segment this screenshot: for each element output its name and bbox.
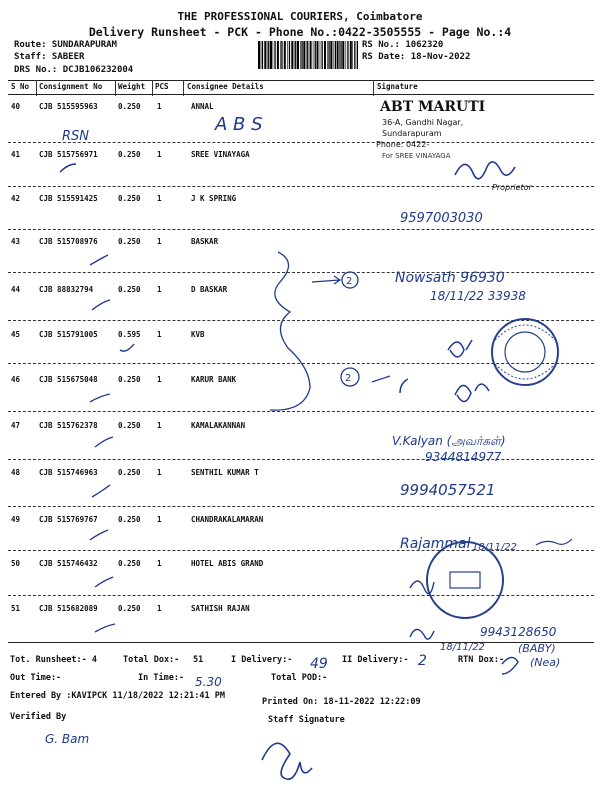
row46-circle: 2 xyxy=(345,373,352,384)
hotel-stamp xyxy=(427,542,503,618)
row49-note1: Rajammal xyxy=(400,536,471,552)
row-consignment: CJB 515791005 xyxy=(39,330,98,339)
stamp-line: For SREE VINAYAGA xyxy=(382,152,451,160)
route: Route: SUNDARAPURAM xyxy=(14,40,117,50)
row-weight: 0.250 xyxy=(118,515,141,524)
total-pod-label: Total POD:- xyxy=(271,673,328,683)
stamp-line: 36-A, Gandhi Nagar, xyxy=(382,118,464,127)
row47-note2: 9344814977 xyxy=(425,450,502,464)
in-time-value: 5.30 xyxy=(195,675,222,689)
row-sno: 40 xyxy=(11,102,21,111)
row44-circle: 2 xyxy=(346,276,353,287)
row-sno: 46 xyxy=(11,375,21,384)
i-delivery-label: I Delivery:- xyxy=(231,655,293,665)
row-weight: 0.250 xyxy=(118,559,141,568)
row47-note1: V.Kalyan (அவர்கள்) xyxy=(392,434,506,448)
row42-note: 9597003030 xyxy=(400,211,483,226)
row-consignee: J K SPRING xyxy=(191,194,237,203)
row-consignment: CJB 515746963 xyxy=(39,468,98,477)
row-consignment: CJB 515762378 xyxy=(39,421,98,430)
row44-note1: Nowsath 96930 xyxy=(395,270,505,286)
total-dox-label: Total Dox:- xyxy=(123,655,180,665)
row48-note: 9994057521 xyxy=(400,481,496,499)
total-dox-value: 51 xyxy=(193,655,204,665)
col-weight: Weight xyxy=(118,82,146,91)
printed-on: Printed On: 18-11-2022 12:22:09 xyxy=(262,697,421,707)
row-sno: 41 xyxy=(11,150,21,159)
row-consignment: CJB 515675048 xyxy=(39,375,98,384)
row-pcs: 1 xyxy=(157,330,162,339)
row-weight: 0.250 xyxy=(118,468,141,477)
row-consignee: CHANDRAKALAMARAN xyxy=(191,515,264,524)
row-sno: 50 xyxy=(11,559,21,568)
signature-row41 xyxy=(455,162,515,179)
rtn-mark xyxy=(502,657,518,674)
staff: Staff: SABEER xyxy=(14,52,85,62)
stamp-line: Proprietor xyxy=(492,183,532,192)
row-consignment: CJB 515746432 xyxy=(39,559,98,568)
signature-row51 xyxy=(410,629,434,639)
stamp-line: Phone: 0422- xyxy=(376,140,430,149)
row-pcs: 1 xyxy=(157,604,162,613)
entered-by: Entered By :KAVIPCK 11/18/2022 12:21:41 PM xyxy=(10,691,225,701)
row44-note2: 18/11/22 33938 xyxy=(430,289,526,303)
tot-runsheet: Tot. Runsheet:- 4 xyxy=(10,655,97,665)
row-pcs: 1 xyxy=(157,150,162,159)
arrow-mark xyxy=(312,276,340,284)
row-consignee: HOTEL ABIS GRAND xyxy=(191,559,264,568)
row-weight: 0.250 xyxy=(118,102,141,111)
i-delivery-value: 49 xyxy=(310,656,328,672)
stamp-name: ABT MARUTI xyxy=(380,99,486,115)
arrow-mark xyxy=(372,376,390,382)
abt-stamp xyxy=(376,99,533,192)
row-weight: 0.595 xyxy=(118,330,141,339)
drs-number: DRS No.: DCJB106232004 xyxy=(14,65,134,75)
staff-signature-label: Staff Signature xyxy=(268,715,345,725)
row-pcs: 1 xyxy=(157,237,162,246)
row51-note2: (BABY) xyxy=(518,642,556,655)
row-consignee: SATHISH RAJAN xyxy=(191,604,250,613)
col-consignee: Consignee Details xyxy=(187,82,264,91)
row-pcs: 1 xyxy=(157,421,162,430)
col-signature: Signature xyxy=(377,82,418,91)
signature-row46-mark xyxy=(400,379,408,393)
staff-signature xyxy=(262,743,312,779)
signature-row50 xyxy=(410,581,434,594)
row-consignee: SENTHIL KUMAR T xyxy=(191,468,259,477)
verified-by-label: Verified By xyxy=(10,712,67,722)
row-consignee: ANNAL xyxy=(191,102,214,111)
row-weight: 0.250 xyxy=(118,150,141,159)
row-consignee: KAMALAKANNAN xyxy=(191,421,246,430)
stamp-line: Sundarapuram xyxy=(382,129,442,138)
ii-delivery-value: 2 xyxy=(418,653,427,669)
tick-marks xyxy=(60,164,134,632)
row-consignee: KVB xyxy=(191,330,205,339)
col-consignment: Consignment No xyxy=(39,82,103,91)
runsheet-title: Delivery Runsheet - PCK - Phone No.:0422-3505555 - Page No.:4 xyxy=(88,25,512,39)
row40-name: A B S xyxy=(215,114,263,135)
bracket-mark xyxy=(270,252,310,410)
col-pcs: PCS xyxy=(155,82,169,91)
row51-note1: 9943128650 xyxy=(480,625,557,639)
in-time-label: In Time:- xyxy=(138,673,185,683)
row-weight: 0.250 xyxy=(118,604,141,613)
row-consignee: SREE VINAYAGA xyxy=(191,150,250,159)
row-consignment: CJB 515591425 xyxy=(39,194,98,203)
row49-mark xyxy=(536,539,572,545)
row-consignment: CJB 515708976 xyxy=(39,237,98,246)
row-sno: 49 xyxy=(11,515,21,524)
signature-row46 xyxy=(455,384,489,402)
row-weight: 0.250 xyxy=(118,194,141,203)
row-consignee: D BASKAR xyxy=(191,285,228,294)
row-sno: 43 xyxy=(11,237,21,246)
row-pcs: 1 xyxy=(157,375,162,384)
row-sno: 45 xyxy=(11,330,21,339)
row-pcs: 1 xyxy=(157,515,162,524)
row-sno: 47 xyxy=(11,421,21,430)
row-consignment: CJB 515756971 xyxy=(39,150,98,159)
row-weight: 0.250 xyxy=(118,285,141,294)
rtn-dox-label: RTN Dox:- xyxy=(458,655,505,665)
row-pcs: 1 xyxy=(157,194,162,203)
row-weight: 0.250 xyxy=(118,421,141,430)
row-consignment: CJB 515769767 xyxy=(39,515,98,524)
row-consignment: CJB 88832794 xyxy=(39,285,94,294)
row-consignment: CJB 515682089 xyxy=(39,604,98,613)
kvb-stamp xyxy=(492,319,558,385)
col-sno: S No xyxy=(11,82,30,91)
row40-mark: RSN xyxy=(62,129,90,144)
row-weight: 0.250 xyxy=(118,375,141,384)
row-sno: 48 xyxy=(11,468,21,477)
ii-delivery-label: II Delivery:- xyxy=(342,655,409,665)
verified-signature: G. Bam xyxy=(45,732,90,746)
rs-date: RS Date: 18-Nov-2022 xyxy=(362,52,471,62)
row-consignee: KARUR BANK xyxy=(191,375,237,384)
row-pcs: 1 xyxy=(157,102,162,111)
row51-date: 18/11/22 xyxy=(440,642,485,653)
row-weight: 0.250 xyxy=(118,237,141,246)
row-consignee: BASKAR xyxy=(191,237,219,246)
signature-row45 xyxy=(448,340,472,357)
row-pcs: 1 xyxy=(157,468,162,477)
row-pcs: 1 xyxy=(157,559,162,568)
row-consignment: CJB 515595963 xyxy=(39,102,98,111)
rs-number: RS No.: 1062320 xyxy=(362,40,444,50)
row-sno: 42 xyxy=(11,194,21,203)
out-time-label: Out Time:- xyxy=(10,673,62,683)
row-sno: 51 xyxy=(11,604,21,613)
row51-note3: (Nea) xyxy=(530,656,561,669)
row49-note2: 18/11/22 xyxy=(472,542,517,553)
company-title: THE PROFESSIONAL COURIERS, Coimbatore xyxy=(177,10,423,23)
row-sno: 44 xyxy=(11,285,21,294)
row-pcs: 1 xyxy=(157,285,162,294)
